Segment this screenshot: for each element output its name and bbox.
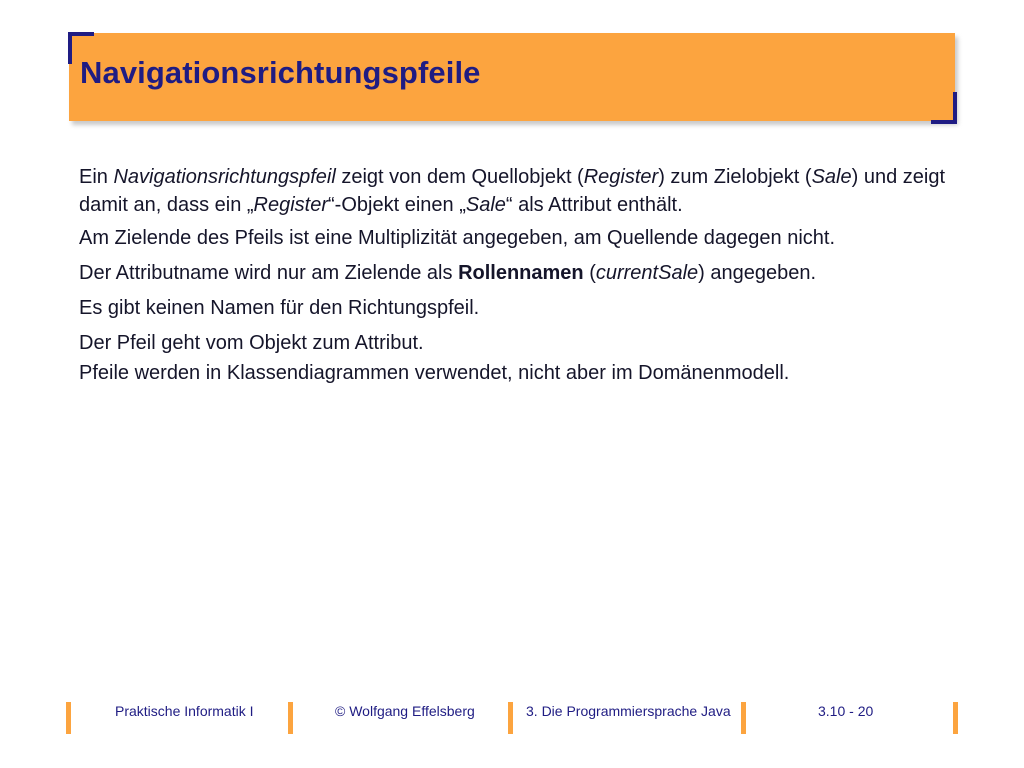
corner-bracket-top-left-horizontal	[68, 32, 94, 36]
slide-title: Navigationsrichtungspfeile	[80, 55, 481, 90]
footer-divider-5	[953, 702, 958, 734]
footer-author: © Wolfgang Effelsberg	[335, 703, 475, 719]
paragraph-no-name: Es gibt keinen Namen für den Richtungspfeil.	[79, 297, 480, 319]
footer-course: Praktische Informatik I	[115, 703, 254, 719]
corner-bracket-bottom-right-horizontal	[931, 120, 957, 124]
slide-content	[79, 163, 959, 387]
corner-bracket-top-left-vertical	[68, 32, 72, 64]
footer-chapter: 3. Die Programmiersprache Java	[526, 703, 731, 719]
paragraph-multiplicity: Am Zielende des Pfeils ist eine Multiplizität angegeben, am Quellende dagegen nicht.	[79, 227, 836, 249]
paragraph-role-name: Der Attributname wird nur am Zielende als Rollennamen (currentSale) angegeben.	[79, 262, 817, 284]
footer-divider-3	[508, 702, 513, 734]
footer-divider-4	[741, 702, 746, 734]
footer-divider-1	[66, 702, 71, 734]
paragraph-class-diagrams: Pfeile werden in Klassendiagrammen verwendet, nicht aber im Domänenmodell.	[79, 362, 790, 384]
footer-page-number: 3.10 - 20	[818, 703, 874, 719]
paragraph-arrow-direction: Der Pfeil geht vom Objekt zum Attribut.	[79, 332, 424, 354]
footer-divider-2	[288, 702, 293, 734]
paragraph-navigation-arrow: Ein Navigationsrichtungspfeil zeigt von dem Quellobjekt (Register) zum Zielobjekt (Sale) und zeigt damit an, dass ein „Register“-Objekt einen „Sale“ als Attribut enthält.	[79, 166, 945, 216]
